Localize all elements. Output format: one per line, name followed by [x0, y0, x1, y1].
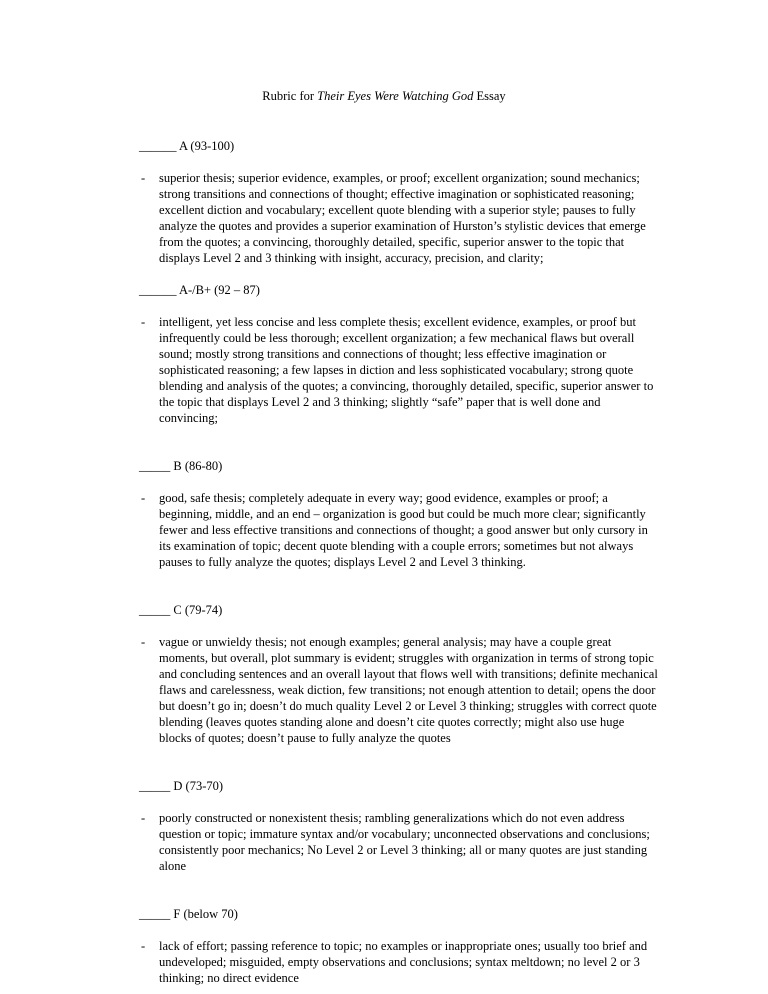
rubric-content — [114, 122, 658, 986]
grade-blank-line: _____ — [139, 779, 174, 793]
grade-blank-line: _____ — [139, 603, 174, 617]
bullet-dash: - — [141, 315, 146, 329]
bullet-text: lack of effort; passing reference to topic; no examples or inappropriate ones; usually too brief and undeveloped; misguided, empty observations and conclusions; syntax meltdown; no level 2 or 3 thinking; no direct evidence — [159, 939, 648, 985]
bullet-dash: - — [141, 811, 146, 825]
bullet-text: good, safe thesis; completely adequate in every way; good evidence, examples or proof; a beginning, middle, and an end – organization is good but could be much more clear; significantly fewer and less effective transitions and connections of thought; a good answer but only cursory in its examination of topic; decent quote blending with a couple errors; sometimes but not always pauses to fully analyze the quotes; displays Level 2 and Level 3 thinking. — [159, 491, 648, 569]
rubric-section-c — [114, 586, 658, 746]
bullet-row — [114, 170, 658, 266]
bullet-row — [114, 314, 658, 426]
title-prefix: Rubric for — [262, 89, 318, 103]
grade-label: C (79-74) — [173, 603, 223, 617]
rubric-section-b — [114, 442, 658, 570]
grade-line — [114, 762, 658, 810]
grade-line — [114, 266, 658, 314]
grade-label: B (86-80) — [173, 459, 223, 473]
bullet-dash: - — [141, 939, 146, 953]
grade-label: F (below 70) — [173, 907, 238, 921]
bullet-text: vague or unwieldy thesis; not enough examples; general analysis; may have a couple great moments, but overall, plot summary is evident; struggles with organization in terms of strong topic and concluding sentences and an overall layout that flows well with transitions; definite mechanical flaws and carelessness, weak diction, few transitions; not enough attention to detail; opens the door but doesn’t go in; doesn’t do much quality Level 2 or Level 3 thinking; struggles with correct quote blending (leaves quotes standing alone and doesn’t cite quotes correctly; might also use huge blocks of quotes; doesn’t pause to fully analyze the quotes — [159, 635, 658, 745]
grade-blank-line: ______ — [139, 283, 179, 297]
grade-blank-line: _____ — [139, 907, 174, 921]
grade-label: D (73-70) — [173, 779, 224, 793]
grade-line — [114, 122, 658, 170]
bullet-row — [114, 938, 658, 986]
grade-label: A (93-100) — [178, 139, 235, 153]
grade-label: A-/B+ (92 – 87) — [178, 283, 260, 297]
rubric-section-a-minus-b-plus — [114, 266, 658, 426]
bullet-dash: - — [141, 491, 146, 505]
rubric-section-f — [114, 890, 658, 986]
bullet-row — [114, 634, 658, 746]
title-suffix: Essay — [473, 89, 506, 103]
grade-blank-line: ______ — [139, 139, 179, 153]
rubric-section-a — [114, 122, 658, 266]
bullet-text: superior thesis; superior evidence, examples, or proof; excellent organization; sound mechanics; strong transitions and connections of thought; effective imagination or sophisticated reasoning; excellent diction and vocabulary; excellent quote blending with a superior style; pauses to fully analyze the quotes and provides a superior examination of Hurston’s stylistic devices that emerge from the quotes; a convincing, thoroughly detailed, specific, superior answer to the topic that displays Level 2 and 3 thinking with insight, accuracy, precision, and clarity; — [159, 171, 646, 265]
bullet-text: poorly constructed or nonexistent thesis; rambling generalizations which do not even address question or topic; immature syntax and/or vocabulary; unconnected observations and conclusions; consistently poor mechanics; No Level 2 or Level 3 thinking; all or many quotes are just standing alone — [159, 811, 650, 873]
bullet-row — [114, 490, 658, 570]
bullet-dash: - — [141, 635, 146, 649]
grade-blank-line: _____ — [139, 459, 174, 473]
grade-line — [114, 442, 658, 490]
grade-line — [114, 890, 658, 938]
grade-line — [114, 586, 658, 634]
bullet-text: intelligent, yet less concise and less complete thesis; excellent evidence, examples, or proof but infrequently could be less thorough; excellent organization; a few mechanical flaws but overall sound; mostly strong transitions and connections of thought; less effective imagination or sophisticated reasoning; a few lapses in diction and less sophisticated vocabulary; strong quote blending and analysis of the quotes; a convincing, thoroughly detailed, specific, superior answer to the topic that displays Level 2 and 3 thinking; slightly “safe” paper that is well done and convincing; — [159, 315, 654, 425]
page-title — [0, 88, 768, 104]
bullet-dash: - — [141, 171, 146, 185]
bullet-row — [114, 810, 658, 874]
rubric-section-d — [114, 762, 658, 874]
title-book-name: Their Eyes Were Watching God — [317, 89, 474, 103]
